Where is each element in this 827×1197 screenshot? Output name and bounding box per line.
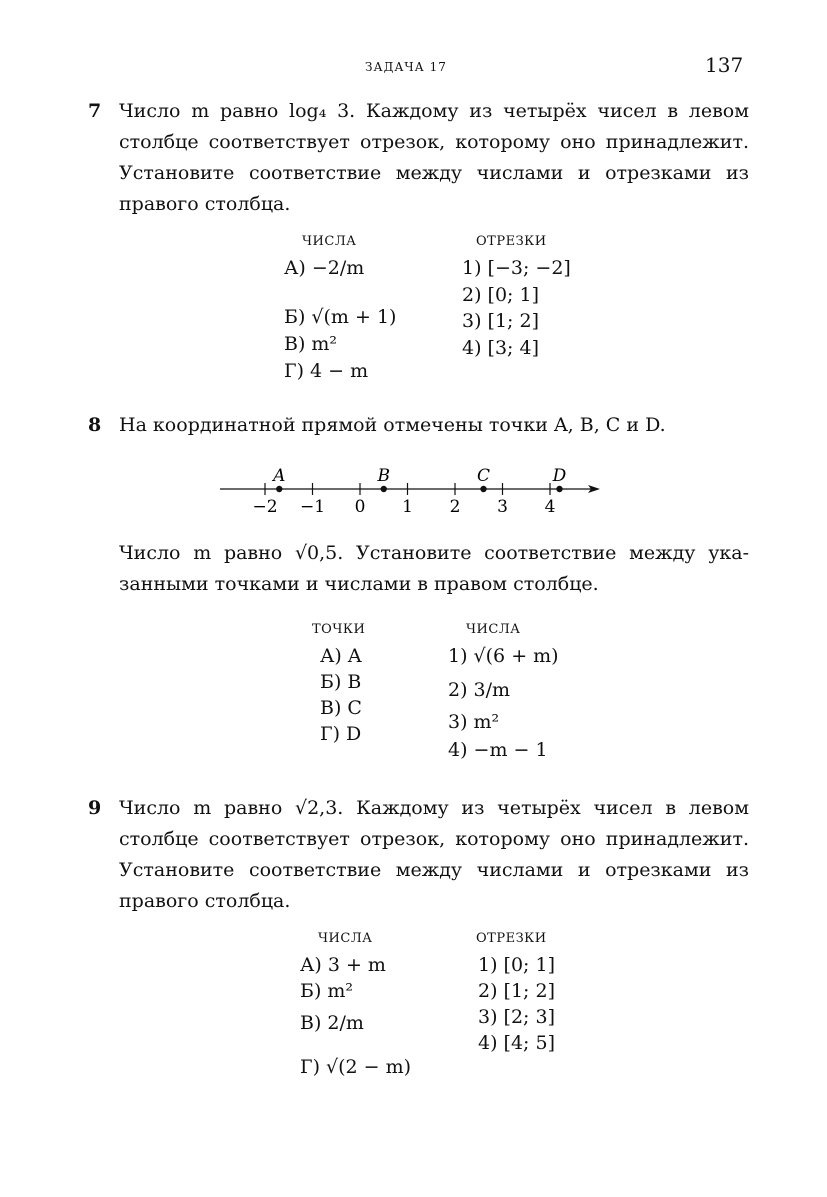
point-label-d: D [552,466,567,486]
left-column-header: ЧИСЛА [318,931,373,946]
text-line: столбце соответствует отрезок, которому оно принадлежит. [119,131,749,153]
running-head: ЗАДАЧА 17 [365,60,447,74]
task-text [119,538,749,600]
point-label-b: B [377,466,390,486]
task-8 [88,410,748,770]
right-item-2: 2) [1; 2] [478,980,555,1002]
right-item-1: 1) [−3; −2] [462,257,571,279]
right-item-4: 4) [3; 4] [462,337,539,359]
right-item-1: 1) √(6 + m) [448,645,559,667]
text-line: Число m равно √2,3. Каждому из четырёх чисел в левом [119,797,749,819]
text-line: правого столбца. [119,890,291,912]
point-c [480,486,486,492]
task-text [119,410,749,441]
text-line: Число m равно log₄ 3. Каждому из четырёх чисел в левом [119,100,749,122]
number-line [218,460,608,520]
text-line: занными точками и числами в правом столбце. [119,573,599,595]
point-label-a: A [273,466,286,486]
right-item-3: 3) m² [448,711,500,733]
left-item-b: Б) B [320,671,362,693]
tick-label: −1 [299,497,326,517]
text-line: Число m равно √0,5. Установите соответствие между ука- [119,542,749,564]
tick-label: 4 [544,497,556,517]
right-item-1: 1) [0; 1] [478,954,555,976]
text-line: Установите соответствие между числами и отрезками из [119,859,749,881]
task-9 [88,793,748,1093]
point-a [276,486,282,492]
left-item-a: А) 3 + m [300,954,386,976]
left-item-v: В) 2/m [300,1012,364,1034]
left-column-header: ТОЧКИ [312,622,366,637]
left-item-g: Г) 4 − m [284,360,369,382]
left-item-a: А) −2/m [284,257,365,279]
left-item-v: В) m² [284,333,338,355]
text-line: правого столбца. [119,193,291,215]
tick-label: 2 [449,497,461,517]
page-number: 137 [705,53,744,77]
point-label-c: C [476,466,491,486]
left-item-g: Г) D [320,723,362,745]
right-item-3: 3) [2; 3] [478,1006,555,1028]
right-column-header: ОТРЕЗКИ [476,234,547,249]
task-number: 7 [88,100,102,122]
point-d [556,486,562,492]
task-text [119,793,749,917]
right-column-header: ЧИСЛА [466,622,521,637]
left-column-header: ЧИСЛА [302,234,357,249]
left-item-v: В) C [320,697,362,719]
task-number: 9 [88,797,102,819]
text-line: Установите соответствие между числами и отрезками из [119,162,749,184]
task-text [119,96,749,220]
tick-label: −2 [252,497,278,517]
tick-label: 3 [497,497,508,517]
task-7 [88,96,748,396]
right-item-2: 2) [0; 1] [462,284,539,306]
right-item-2: 2) 3/m [448,679,511,701]
left-item-a: А) A [320,645,362,667]
right-item-3: 3) [1; 2] [462,310,539,332]
text-line: столбце соответствует отрезок, которому оно принадлежит. [119,828,749,850]
task-number: 8 [88,414,102,436]
left-item-b: Б) √(m + 1) [284,306,397,328]
right-item-4: 4) [4; 5] [478,1032,555,1054]
right-item-4: 4) −m − 1 [448,739,548,761]
tick-label: 1 [402,497,413,517]
point-b [381,486,387,492]
left-item-g: Г) √(2 − m) [300,1056,412,1078]
tick-label: 0 [354,497,366,517]
text-line: На координатной прямой отмечены точки A, B, C и D. [119,414,666,436]
left-item-b: Б) m² [300,980,354,1002]
right-column-header: ОТРЕЗКИ [476,931,547,946]
